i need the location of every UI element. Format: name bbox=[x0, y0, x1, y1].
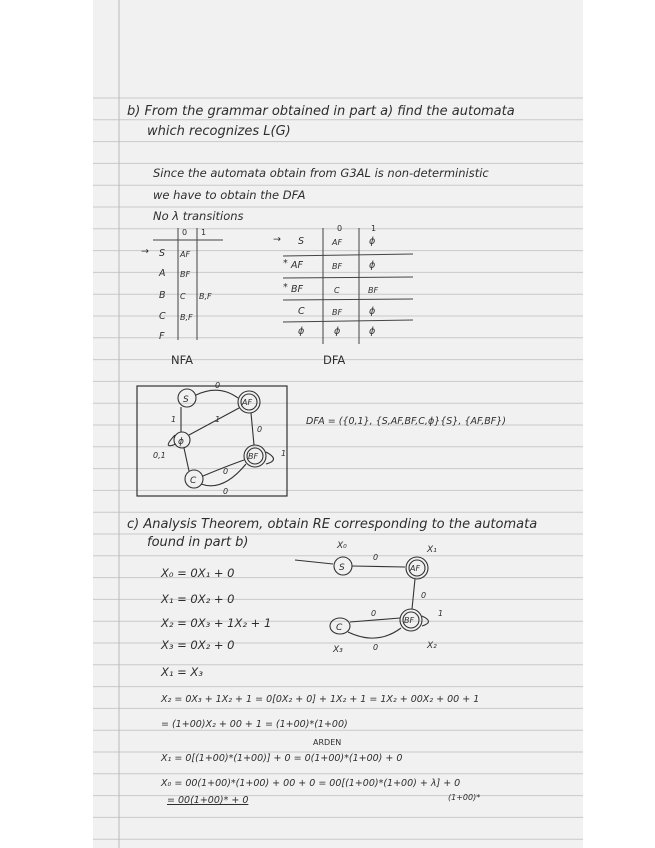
dfa-edge-label: 0 bbox=[223, 487, 229, 496]
re-edge-label: 0 bbox=[373, 643, 379, 652]
dfa-edge-label: 0 bbox=[257, 425, 263, 434]
nfa-col-1: 1 bbox=[201, 228, 207, 237]
nfa-state: B bbox=[159, 290, 166, 301]
dfa-cell: C bbox=[334, 286, 340, 295]
re-edge bbox=[422, 616, 429, 626]
notebook-page bbox=[93, 0, 583, 848]
no-lambda-transitions: No λ transitions bbox=[153, 209, 244, 223]
dfa-cell: ϕ bbox=[369, 326, 376, 337]
re-node-label: AF bbox=[410, 564, 421, 573]
re-edge bbox=[412, 579, 415, 609]
dfa-edge bbox=[189, 408, 239, 435]
dfa-row-mark: * bbox=[283, 282, 288, 293]
dfa-col-1: 1 bbox=[371, 224, 377, 233]
x0-final-answer: = 00(1+00)* + 0 bbox=[167, 795, 249, 806]
nfa-cell: C bbox=[180, 292, 186, 301]
re-start-arrow bbox=[295, 560, 333, 564]
dfa-cell: ϕ bbox=[369, 236, 376, 247]
re-state-diagram bbox=[293, 536, 473, 656]
dfa-col-0: 0 bbox=[337, 224, 343, 233]
dfa-node-label: C bbox=[190, 476, 197, 486]
dfa-node-label: BF bbox=[248, 452, 259, 461]
dfa-node-label: ϕ bbox=[178, 437, 184, 447]
dfa-edge-label: 0 bbox=[215, 381, 221, 390]
re-variable-label: X₂ bbox=[427, 641, 437, 651]
dfa-edge-label: 0 bbox=[223, 467, 229, 476]
dfa-state: AF bbox=[291, 260, 303, 271]
re-edge bbox=[352, 566, 405, 567]
dfa-cell: BF bbox=[332, 262, 343, 271]
re-edge bbox=[348, 628, 401, 638]
arden-note: ARDEN bbox=[313, 738, 342, 747]
dfa-definition: DFA = ({0,1}, {S,AF,BF,C,ϕ}{S}, {AF,BF}) bbox=[306, 416, 506, 427]
dfa-edge-label: 1 bbox=[281, 449, 287, 458]
x2-arden-result: = (1+00)X₂ + 00 + 1 = (1+00)*(1+00) bbox=[161, 719, 348, 730]
re-variable-label: X₀ bbox=[337, 541, 347, 551]
part-c-heading-line2: found in part b) bbox=[147, 535, 249, 550]
nfa-state: C bbox=[159, 311, 166, 322]
nfa-state: A bbox=[159, 268, 166, 279]
dfa-cell: ϕ bbox=[369, 260, 376, 271]
equation-x2: X₂ = 0X₃ + 1X₂ + 1 bbox=[161, 616, 272, 630]
dfa-node-label: S bbox=[183, 395, 189, 405]
re-node-label: C bbox=[336, 623, 343, 633]
dfa-edge-label: 1 bbox=[171, 415, 177, 424]
re-edge bbox=[350, 618, 400, 622]
nfa-cell: BF bbox=[180, 270, 191, 279]
dfa-cell: ϕ bbox=[334, 326, 341, 337]
dfa-cell: ϕ bbox=[369, 306, 376, 317]
re-edge-label: 0 bbox=[371, 609, 377, 618]
dfa-cell: AF bbox=[332, 238, 343, 247]
nfa-state: S bbox=[159, 248, 166, 259]
re-edge-label: 1 bbox=[438, 609, 444, 618]
dfa-cell: BF bbox=[332, 308, 343, 317]
nfa-cell: AF bbox=[180, 250, 191, 259]
equation-x3: X₃ = 0X₂ + 0 bbox=[161, 638, 235, 652]
part-b-sentence-line1: Since the automata obtain from G3AL is non-deterministic bbox=[153, 166, 489, 180]
re-edge-label: 0 bbox=[421, 591, 427, 600]
part-b-heading-line1: b) From the grammar obtained in part a) find the automata bbox=[127, 104, 515, 119]
re-variable-label: X₁ bbox=[427, 545, 437, 555]
dfa-edge bbox=[266, 452, 274, 464]
dfa-node-label: AF bbox=[242, 398, 253, 407]
dfa-state: C bbox=[298, 306, 305, 317]
x0-expansion: X₀ = 00(1+00)*(1+00) + 00 + 0 = 00[(1+00)*(1+00) + λ] + 0 bbox=[161, 778, 461, 789]
re-edge-label: 0 bbox=[373, 553, 379, 562]
nfa-start-arrow: → bbox=[141, 246, 149, 257]
nfa-cell: B,F bbox=[180, 313, 193, 322]
dfa-edge bbox=[251, 413, 254, 445]
dfa-state: S bbox=[298, 236, 305, 247]
dfa-edge bbox=[184, 448, 189, 471]
nfa-state: F bbox=[159, 331, 165, 342]
nfa-caption: NFA bbox=[171, 353, 194, 367]
dfa-edge-label: 0,1 bbox=[153, 451, 166, 460]
part-c-heading-line1: c) Analysis Theorem, obtain RE corresponding to the automata bbox=[127, 517, 538, 532]
x0-denominator: (1+00)* bbox=[448, 793, 481, 802]
dfa-state: BF bbox=[291, 284, 303, 295]
dfa-state-diagram bbox=[131, 380, 301, 500]
equation-x0: X₀ = 0X₁ + 0 bbox=[161, 566, 235, 580]
part-b-heading-line2: which recognizes L(G) bbox=[147, 124, 291, 139]
dfa-edge-label: 1 bbox=[215, 415, 221, 424]
x2-substitution: X₂ = 0X₃ + 1X₂ + 1 = 0[0X₂ + 0] + 1X₂ + 1 = 1X₂ + 00X₂ + 00 + 1 bbox=[161, 694, 480, 705]
nfa-cell: B,F bbox=[199, 292, 212, 301]
dfa-state: ϕ bbox=[298, 326, 305, 337]
dfa-cell: BF bbox=[368, 286, 379, 295]
re-node-label: BF bbox=[404, 616, 415, 625]
nfa-table-grid bbox=[133, 224, 233, 344]
nfa-col-0: 0 bbox=[182, 228, 188, 237]
part-b-sentence-line2: we have to obtain the DFA bbox=[153, 188, 306, 202]
x1-result: X₁ = 0[(1+00)*(1+00)] + 0 = 0(1+00)*(1+00) + 0 bbox=[161, 753, 403, 764]
dfa-row-mark: * bbox=[283, 258, 288, 269]
re-node-label: S bbox=[339, 563, 345, 573]
dfa-edge bbox=[196, 390, 238, 398]
equation-x1: X₁ = 0X₂ + 0 bbox=[161, 592, 235, 606]
dfa-start-arrow: → bbox=[273, 234, 281, 245]
re-variable-label: X₃ bbox=[333, 645, 343, 655]
equation-x1-equals-x3: X₁ = X₃ bbox=[161, 665, 203, 679]
dfa-caption: DFA bbox=[323, 353, 346, 367]
